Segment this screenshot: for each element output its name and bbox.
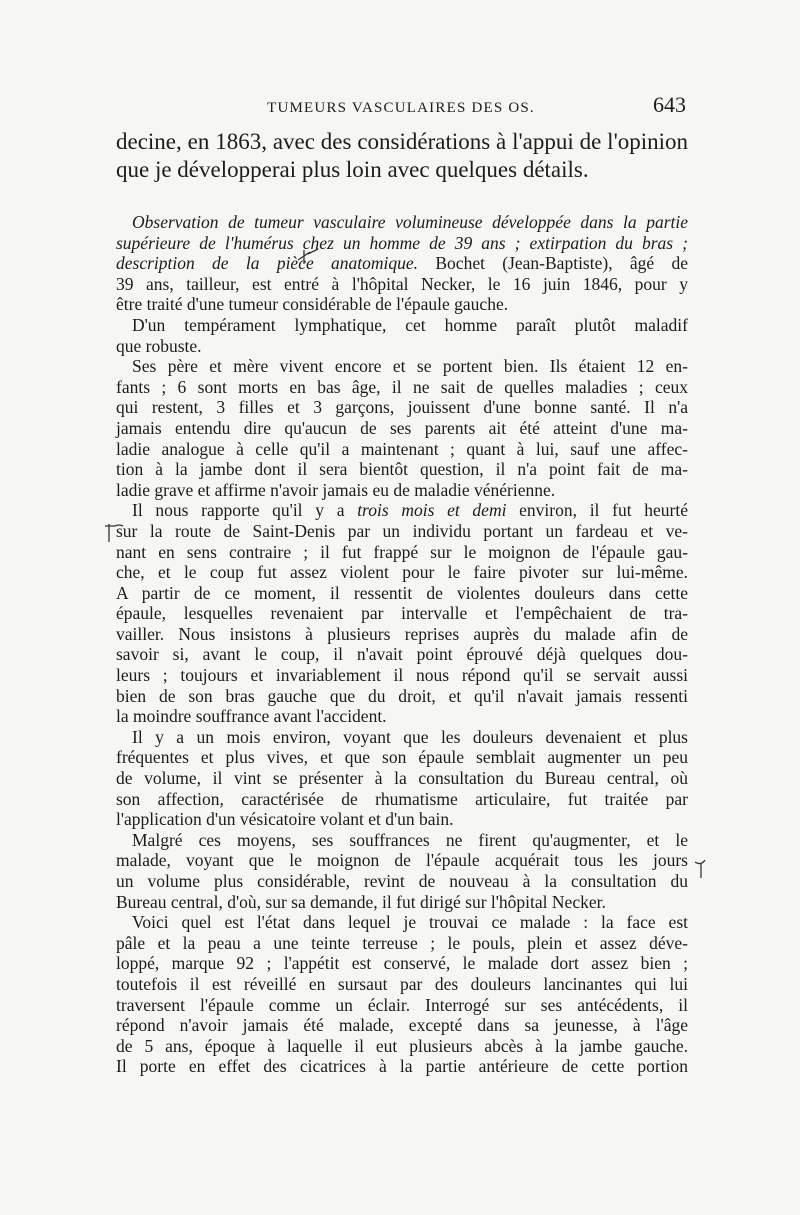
text-part: environ, il fut heurté	[506, 500, 688, 521]
intro-line: que je développerai plus loin avec quelques détails.	[116, 157, 589, 182]
paragraph-line: Malgré ces moyens, ses souffrances ne firent qu'augmenter, et le	[132, 829, 688, 850]
paragraph-line: un volume plus considérable, revint de nouveau à la consultation du	[116, 871, 688, 891]
paragraph-line: la moindre souffrance avant l'accident.	[116, 706, 387, 727]
observation-heading-line: supérieure de l'humérus chez un homme de 39 ans ; extirpation du bras ;	[116, 232, 688, 253]
paragraph-line: de volume, il vint se présenter à la consultation du Bureau central, où	[116, 768, 688, 789]
intro-line: decine, en 1863, avec des considérations à l'appui de l'opinion	[116, 129, 688, 154]
paragraph-line: fants ; 6 sont morts en bas âge, il ne sait de quelles maladies ; ceux	[116, 376, 688, 397]
paragraph-line: malade, voyant que le moignon de l'épaule acquérait tous les jours	[116, 850, 688, 871]
paragraph-line: D'un tempérament lymphatique, cet homme paraît plutôt maladif	[132, 314, 688, 335]
observation-section	[116, 212, 688, 1077]
page-header	[116, 92, 686, 120]
paragraph-line: son affection, caractérisée de rhumatisme articulaire, fut traitée par	[116, 788, 688, 809]
observation-heading-line	[116, 253, 688, 274]
running-title: TUMEURS VASCULAIRES DES OS.	[267, 100, 535, 116]
paragraph-line: Ses père et mère vivent encore et se portent bien. Ils étaient 12 en-	[132, 356, 688, 377]
paragraph-line: jamais entendu dire qu'aucun de ses parents ait été atteint d'une ma-	[116, 417, 688, 438]
paragraph-line: 39 ans, tailleur, est entré à l'hôpital Necker, le 16 juin 1846, pour y	[116, 273, 688, 294]
paragraph-line: que robuste.	[116, 335, 202, 356]
handwritten-mark-icon	[693, 858, 707, 880]
observation-heading-line: Observation de tumeur vasculaire volumineuse développée dans la partie	[132, 212, 688, 232]
paragraph-line: Il y a un mois environ, voyant que les douleurs devenaient et plus	[132, 726, 688, 747]
paragraph-line: ladie grave et affirme n'avoir jamais eu de maladie vénérienne.	[116, 479, 556, 500]
paragraph-line: l'application d'un vésicatoire volant et d'un bain.	[116, 809, 454, 830]
paragraph-line: pâle et la peau a une teinte terreuse ; le pouls, plein et assez déve-	[116, 932, 688, 953]
handwritten-mark-icon	[296, 246, 320, 266]
paragraph-line: répond n'avoir jamais été malade, excepté dans sa jeunesse, à l'âge	[116, 1015, 688, 1036]
paragraph-line: épaule, lesquelles revenaient par intervalle et l'empêchaient de tra-	[116, 603, 688, 624]
paragraph-line: A partir de ce moment, il ressentit de violentes douleurs dans cette	[116, 582, 688, 603]
paragraph-line: qui restent, 3 filles et 3 garçons, jouissent d'une bonne santé. Il n'a	[116, 397, 688, 418]
paragraph-line: nant en sens contraire ; il fut frappé sur le moignon de l'épaule gau-	[116, 541, 688, 562]
paragraph-line: bien de son bras gauche que du droit, et qu'il n'avait jamais ressenti	[116, 685, 688, 706]
paragraph-line: vailler. Nous insistons à plusieurs reprises auprès du malade afin de	[116, 623, 688, 644]
paragraph-line: être traité d'une tumeur considérable de l'épaule gauche.	[116, 294, 509, 315]
paragraph-line: savoir si, avant le coup, il n'avait point éprouvé déjà quelques dou-	[116, 644, 688, 665]
paragraph-line: che, et le coup fut assez violent pour le faire pivoter sur lui-même.	[116, 562, 688, 583]
paragraph-line: Il porte en effet des cicatrices à la partie antérieure de cette portion	[116, 1056, 688, 1077]
paragraph-line	[116, 500, 688, 521]
paragraph-line: fréquentes et plus vives, et que son épaule semblait augmenter un peu	[116, 747, 688, 768]
paragraph-line: toutefois il est réveillé en sursaut par des douleurs lancinantes qui lui	[116, 973, 688, 994]
paragraph-line: sur la route de Saint-Denis par un individu portant un fardeau et ve-	[116, 520, 688, 541]
text-part: Il nous rapporte qu'il y a	[132, 500, 358, 521]
italic-phrase: trois mois et demi	[357, 500, 507, 521]
paragraph-line: ladie analogue à celle qu'il a maintenant ; quant à lui, sauf une affec-	[116, 438, 688, 459]
handwritten-mark-icon	[103, 522, 125, 544]
paragraph-line: loppé, marque 92 ; l'appétit est conservé, le malade dort assez bien ;	[116, 953, 688, 974]
body-text	[116, 128, 688, 1077]
heading-italic-part: description de la pièce anatomique.	[116, 253, 419, 274]
paragraph-line: Bureau central, d'où, sur sa demande, il fut dirigé sur l'hôpital Necker.	[116, 891, 606, 912]
page-number: 643	[653, 92, 686, 117]
paragraph-line: leurs ; toujours et invariablement il nous répond qu'il se servait aussi	[116, 665, 688, 686]
paragraph-line: Voici quel est l'état dans lequel je trouvai ce malade : la face est	[132, 912, 688, 933]
paragraph-line: traversent l'épaule comme un éclair. Interrogé sur ses antécédents, il	[116, 994, 688, 1015]
paragraph-line: de 5 ans, époque à laquelle il eut plusieurs abcès à la jambe gauche.	[116, 1035, 688, 1056]
paragraph-line: tion à la jambe dont il sera bientôt question, il n'a point fait de ma-	[116, 459, 688, 480]
heading-roman-part: Bochet (Jean-Baptiste), âgé de	[418, 253, 688, 274]
